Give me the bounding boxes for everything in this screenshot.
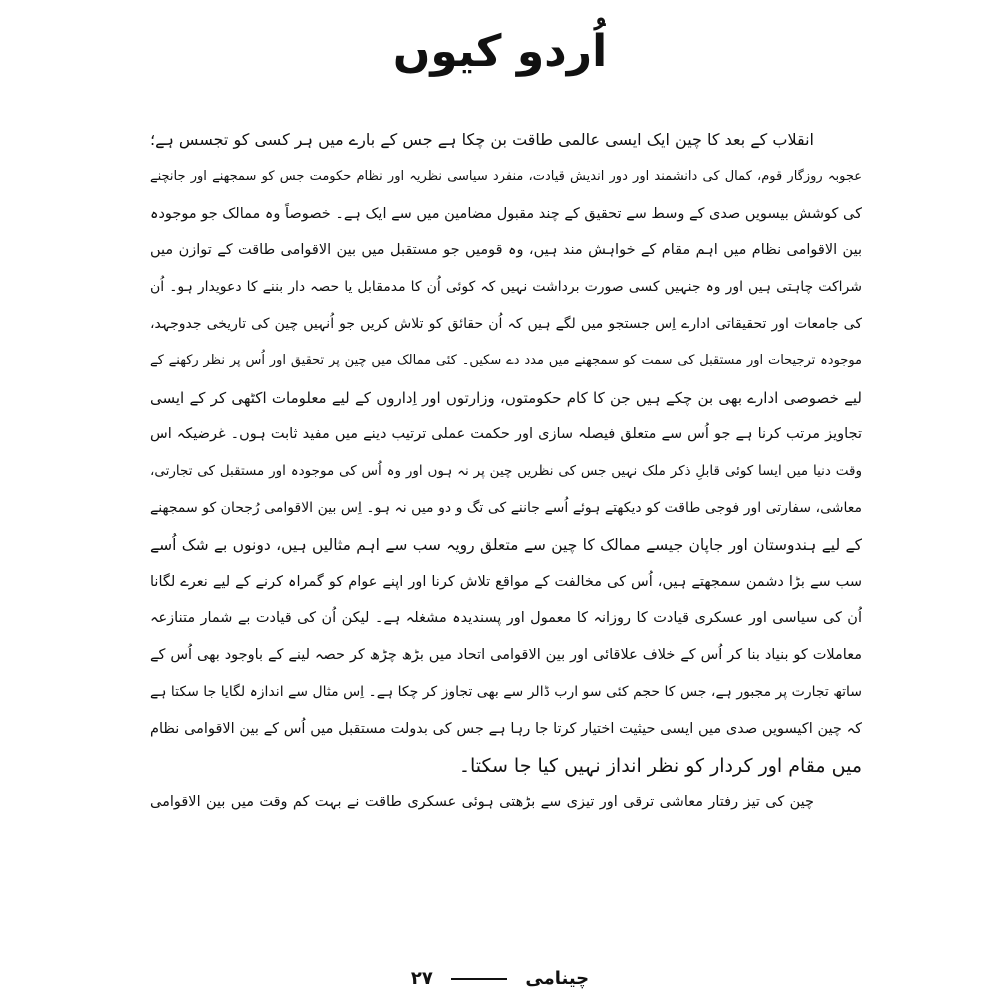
running-title: چینامی bbox=[525, 968, 590, 989]
text-line: سب سے بڑا دشمن سمجھتے ہیں، اُس کی مخالفت کے مواقع تلاش کرنا اور اپنے عوام کو گمراہ کرنے کے لیے نعرے لگانا bbox=[150, 573, 862, 590]
text-line: عجوبہ روزگار قوم، کمال کی دانشمند اور دور اندیش قیادت، منفرد سیاسی نظریہ اور نظام حکومت جس کو سمجھنے اور جانچنے bbox=[150, 168, 862, 184]
footer-rule bbox=[451, 978, 507, 980]
text-line: معاملات کو بنیاد بنا کر اُس کے خلاف علاقائی اور بین الاقوامی اتحاد میں بڑھ چڑھ کر حصہ لینے کے باوجود بھی اُس کے bbox=[150, 647, 862, 664]
text-line: موجودہ ترجیحات اور مستقبل کی سمت کو سمجھنے میں مدد دے سکیں۔ کئی ممالک میں چین پر تحقیق اور اُس پر نظر رکھنے کے bbox=[150, 352, 862, 368]
page-title: اُردو کیوں bbox=[392, 26, 608, 77]
page-number: ۲۷ bbox=[410, 968, 433, 989]
text-line: کی جامعات اور تحقیقاتی ادارے اِس جستجو میں لگے ہیں کہ اُن حقائق کو تلاش کریں جو اُنہیں چین کی تاریخی جدوجہد، bbox=[150, 315, 862, 332]
text-line: انقلاب کے بعد کا چین ایک ایسی عالمی طاقت بن چکا ہے جس کے بارے میں ہر کسی کو تجسس ہے؛ bbox=[150, 130, 814, 149]
text-line: کے لیے ہندوستان اور جاپان جیسے ممالک کا چین سے متعلق رویہ سب سے اہم مثالیں ہیں، دونوں بے شک اُسے bbox=[150, 535, 862, 554]
text-line: میں مقام اور کردار کو نظر انداز نہیں کیا جا سکتا۔ bbox=[458, 754, 862, 777]
text-line: وقت دنیا میں ایسا کوئی قابلِ ذکر ملک نہیں جس کی نظریں چین پر نہ ہوں اور وہ اُس کی موجودہ اور مستقبل کی تجارتی، bbox=[150, 463, 862, 480]
body-text bbox=[150, 122, 862, 821]
text-line: ساتھ تجارت پر مجبور ہے، جس کا حجم کئی سو ارب ڈالر سے بھی تجاوز کر چکا ہے۔ اِس مثال سے اندازہ لگایا جا سکتا ہے bbox=[150, 683, 862, 700]
text-line: معاشی، سفارتی اور فوجی طاقت کو دیکھتے ہوئے اُسے جاننے کی تگ و دو میں نہ ہو۔ اِس بین الاقوامی رُجحان کو سمجھنے bbox=[150, 499, 862, 516]
text-line: بین الاقوامی نظام میں اہم مقام کے خواہش مند ہیں، وہ قومیں جو مستقبل میں بین الاقوامی طاقت کے توازن میں bbox=[150, 242, 862, 259]
text-line: تجاویز مرتب کرنا ہے جو اُس سے متعلق فیصلہ سازی اور حکمت عملی ترتیب دینے میں مفید ثابت ہوں۔ غرضیکہ اس bbox=[150, 426, 862, 443]
text-line: شراکت چاہتی ہیں اور وہ جنہیں کسی صورت برداشت نہیں کہ کوئی اُن کا مدمقابل یا حصہ دار بننے کا دعویدار ہو۔ اُن bbox=[150, 279, 862, 296]
text-line: کہ چین اکیسویں صدی میں ایسی حیثیت اختیار کرتا جا رہا ہے جس کی بدولت مستقبل میں اُس کے بین الاقوامی نظام bbox=[150, 720, 862, 737]
text-line: کی کوشش بیسویں صدی کے وسط سے تحقیق کے چند مقبول مضامین میں سے ایک ہے۔ خصوصاً وہ ممالک جو موجودہ bbox=[150, 205, 862, 222]
text-line: اُن کی سیاسی اور عسکری قیادت کا روزانہ کا معمول اور پسندیدہ مشغلہ ہے۔ لیکن اُن کی قیادت بے شمار متنازعہ bbox=[150, 610, 862, 627]
page-footer bbox=[0, 966, 1000, 992]
text-line: لیے خصوصی ادارے بھی بن چکے ہیں جن کا کام حکومتوں، وزارتوں اور اِداروں کے لیے معلومات اکٹھی کر کے ایسی bbox=[150, 388, 862, 407]
text-line: چین کی تیز رفتار معاشی ترقی اور تیزی سے بڑھتی ہوئی عسکری طاقت نے بہت کم وقت میں بین الاقوامی bbox=[150, 794, 814, 811]
